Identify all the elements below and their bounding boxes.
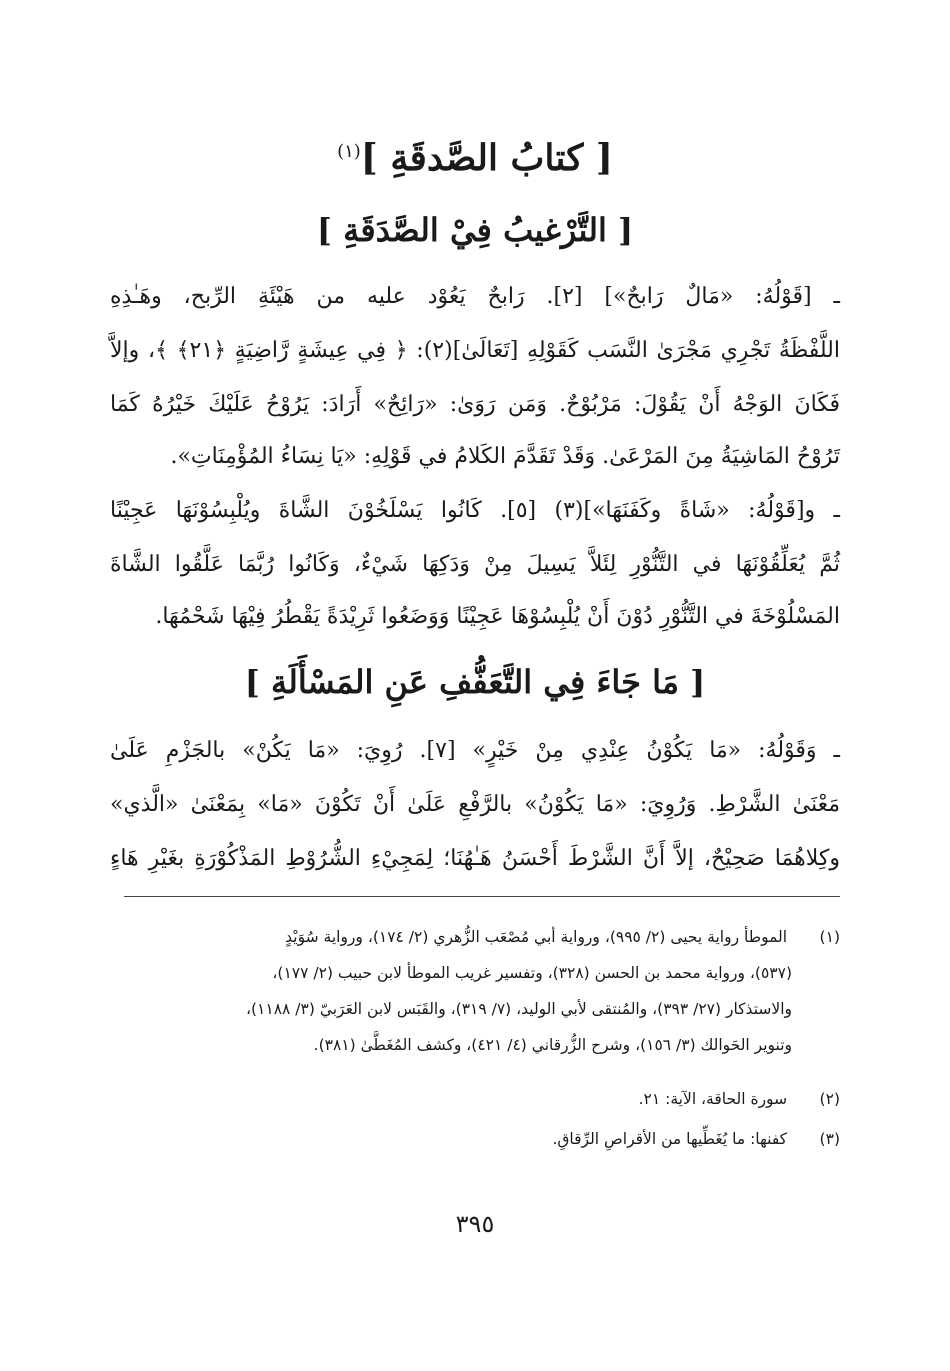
footnote-number: (١) [819, 928, 840, 946]
footnote-number: (٢) [819, 1090, 840, 1108]
footnote-3 [110, 1132, 840, 1148]
body-line: ـ وَقَوْلُهُ: «مَا يَكُوْنُ عِنْدِي مِنْ خَيْرٍ» [٧]. رُوِيَ: «مَا يَكُنْ» بالجَزْمِ عَلَىٰ [110, 738, 840, 763]
footnote-number: (٣) [819, 1130, 840, 1148]
footnote-text: سورة الحاقة، الآية: ٢١. [638, 1090, 788, 1108]
footnote-text: الموطأ رواية يحيى (٢/ ٩٩٥)، ورواية أبي مُصْعَب الزُّهري (٢/ ١٧٤)، ورواية سُوَيْدٍ [285, 928, 788, 946]
body-line: مَعْنَىٰ الشَّرْطِ. وَرُوِيَ: «مَا يَكُوْنُ» بالرَّفْعِ عَلَىٰ أَنْ تَكُوْنَ «مَا» بِمَعْنَىٰ «الَّذي» [110, 792, 840, 817]
page-number: ٣٩٥ [455, 1210, 495, 1238]
footnote-2 [110, 1092, 840, 1108]
body-line: ثُمَّ يُعَلِّقُوْنَهَا في التَّنُّوْرِ لِئَلاَّ يَسِيلَ مِنْ وَدَكِهَا شَيْءٌ، وَكَانُوا رُبَّمَا عَلَّقُوا الشَّاةَ [110, 552, 840, 577]
section-title-targhib: [ التَّرْغيبُ فِيْ الصَّدَقَةِ ] [316, 211, 634, 249]
book-title [0, 137, 950, 179]
section-title-taaffuf: [ مَا جَاءَ فِي التَّعَفُّفِ عَنِ المَسْأَلَةِ ] [244, 663, 706, 701]
body-line: ـ و[قَوْلُهُ: «شَاةً وكَفَنَهَا»](٣) [٥]. كَانُوا يَسْلَخُوْنَ الشَّاةَ ويُلْبِسُوْنَهَا عَجِيْنًا [110, 498, 840, 523]
body-line: فَكَانَ الوَجْهُ أَنْ يَقُوْلَ: مَرْبُوْحٌ. وَمَن رَوَىٰ: «رَائِحٌ» أَرَادَ: يَرُوْحُ عَلَيْكَ خَيْرُهُ كَمَا [110, 392, 840, 417]
body-line: اللَّفْظَةُ تَجْرِي مَجْرَىٰ النَّسَب كَقَوْلِهِ [تَعَالَىٰ](٢): ﴿ فِي عِيشَةٍ رَّاضِيَةٍ ﴿٢١﴾ ﴾، وإلاَّ [110, 338, 840, 363]
body-line: ـ [قَوْلُهُ: «مَالٌ رَابحٌ»] [٢]. رَابحٌ يَعُوْد عليه من هَيْئَةِ الرِّبح، وهَـٰذِهِ [110, 284, 840, 309]
footnote-1-continuation: والاستذكار (٢٧/ ٣٩٣)، والمُنتقى لأبي الوليد، (٧/ ٣١٩)، والقَبَس لابن العَرَبيّ (٣/ ١١٨٨)، [245, 1000, 792, 1018]
footnote-separator [124, 896, 840, 897]
body-line: المَسْلُوْخَةَ في التَّنُّوْرِ دُوْنَ أَنْ يُلْبِسُوْهَا عَجِيْنًا وَوَضَعُوا ثَرِيْدَةً يَقْطُرُ فِيْهَا شَحْمُهَا. [155, 604, 840, 629]
footnote-1-continuation: وتنوير الحَوالك (٣/ ١٥٦)، وشرح الزُّرقاني (٤/ ٤٢١)، وكشف المُغَطَّىٰ (٣٨١). [313, 1036, 792, 1054]
body-line: وكِلاهُمَا صَحِيْحٌ، إلاَّ أَنَّ الشَّرْطَ أَحْسَنُ هَـٰهُنَا؛ لِمَجِيْءِ الشُّرُوْطِ المَذْكُوْرَةِ بغَيْرِ هَاءٍ [110, 846, 840, 871]
footnote-1 [110, 930, 840, 946]
footnote-text: كفنها: ما يُغَطِّيها من الأقراصِ الرِّقاقِ. [552, 1130, 788, 1148]
body-line: تَرُوْحُ المَاشِيَةُ مِنَ المَرْعَىٰ. وَقَدْ تَقَدَّمَ الكَلامُ في قَوْلِهِ: «يَا نِسَاءُ المُؤْمِنَاتِ». [170, 444, 840, 469]
footnote-1-continuation: (٥٣٧)، ورواية محمد بن الحسن (٣٢٨)، وتفسير غريب الموطأ لابن حبيب (٢/ ١٧٧)، [272, 964, 792, 982]
book-title-footnote-ref: (١) [337, 141, 361, 162]
book-title-text: [ كتابُ الصَّدقَةِ ] [360, 137, 613, 179]
